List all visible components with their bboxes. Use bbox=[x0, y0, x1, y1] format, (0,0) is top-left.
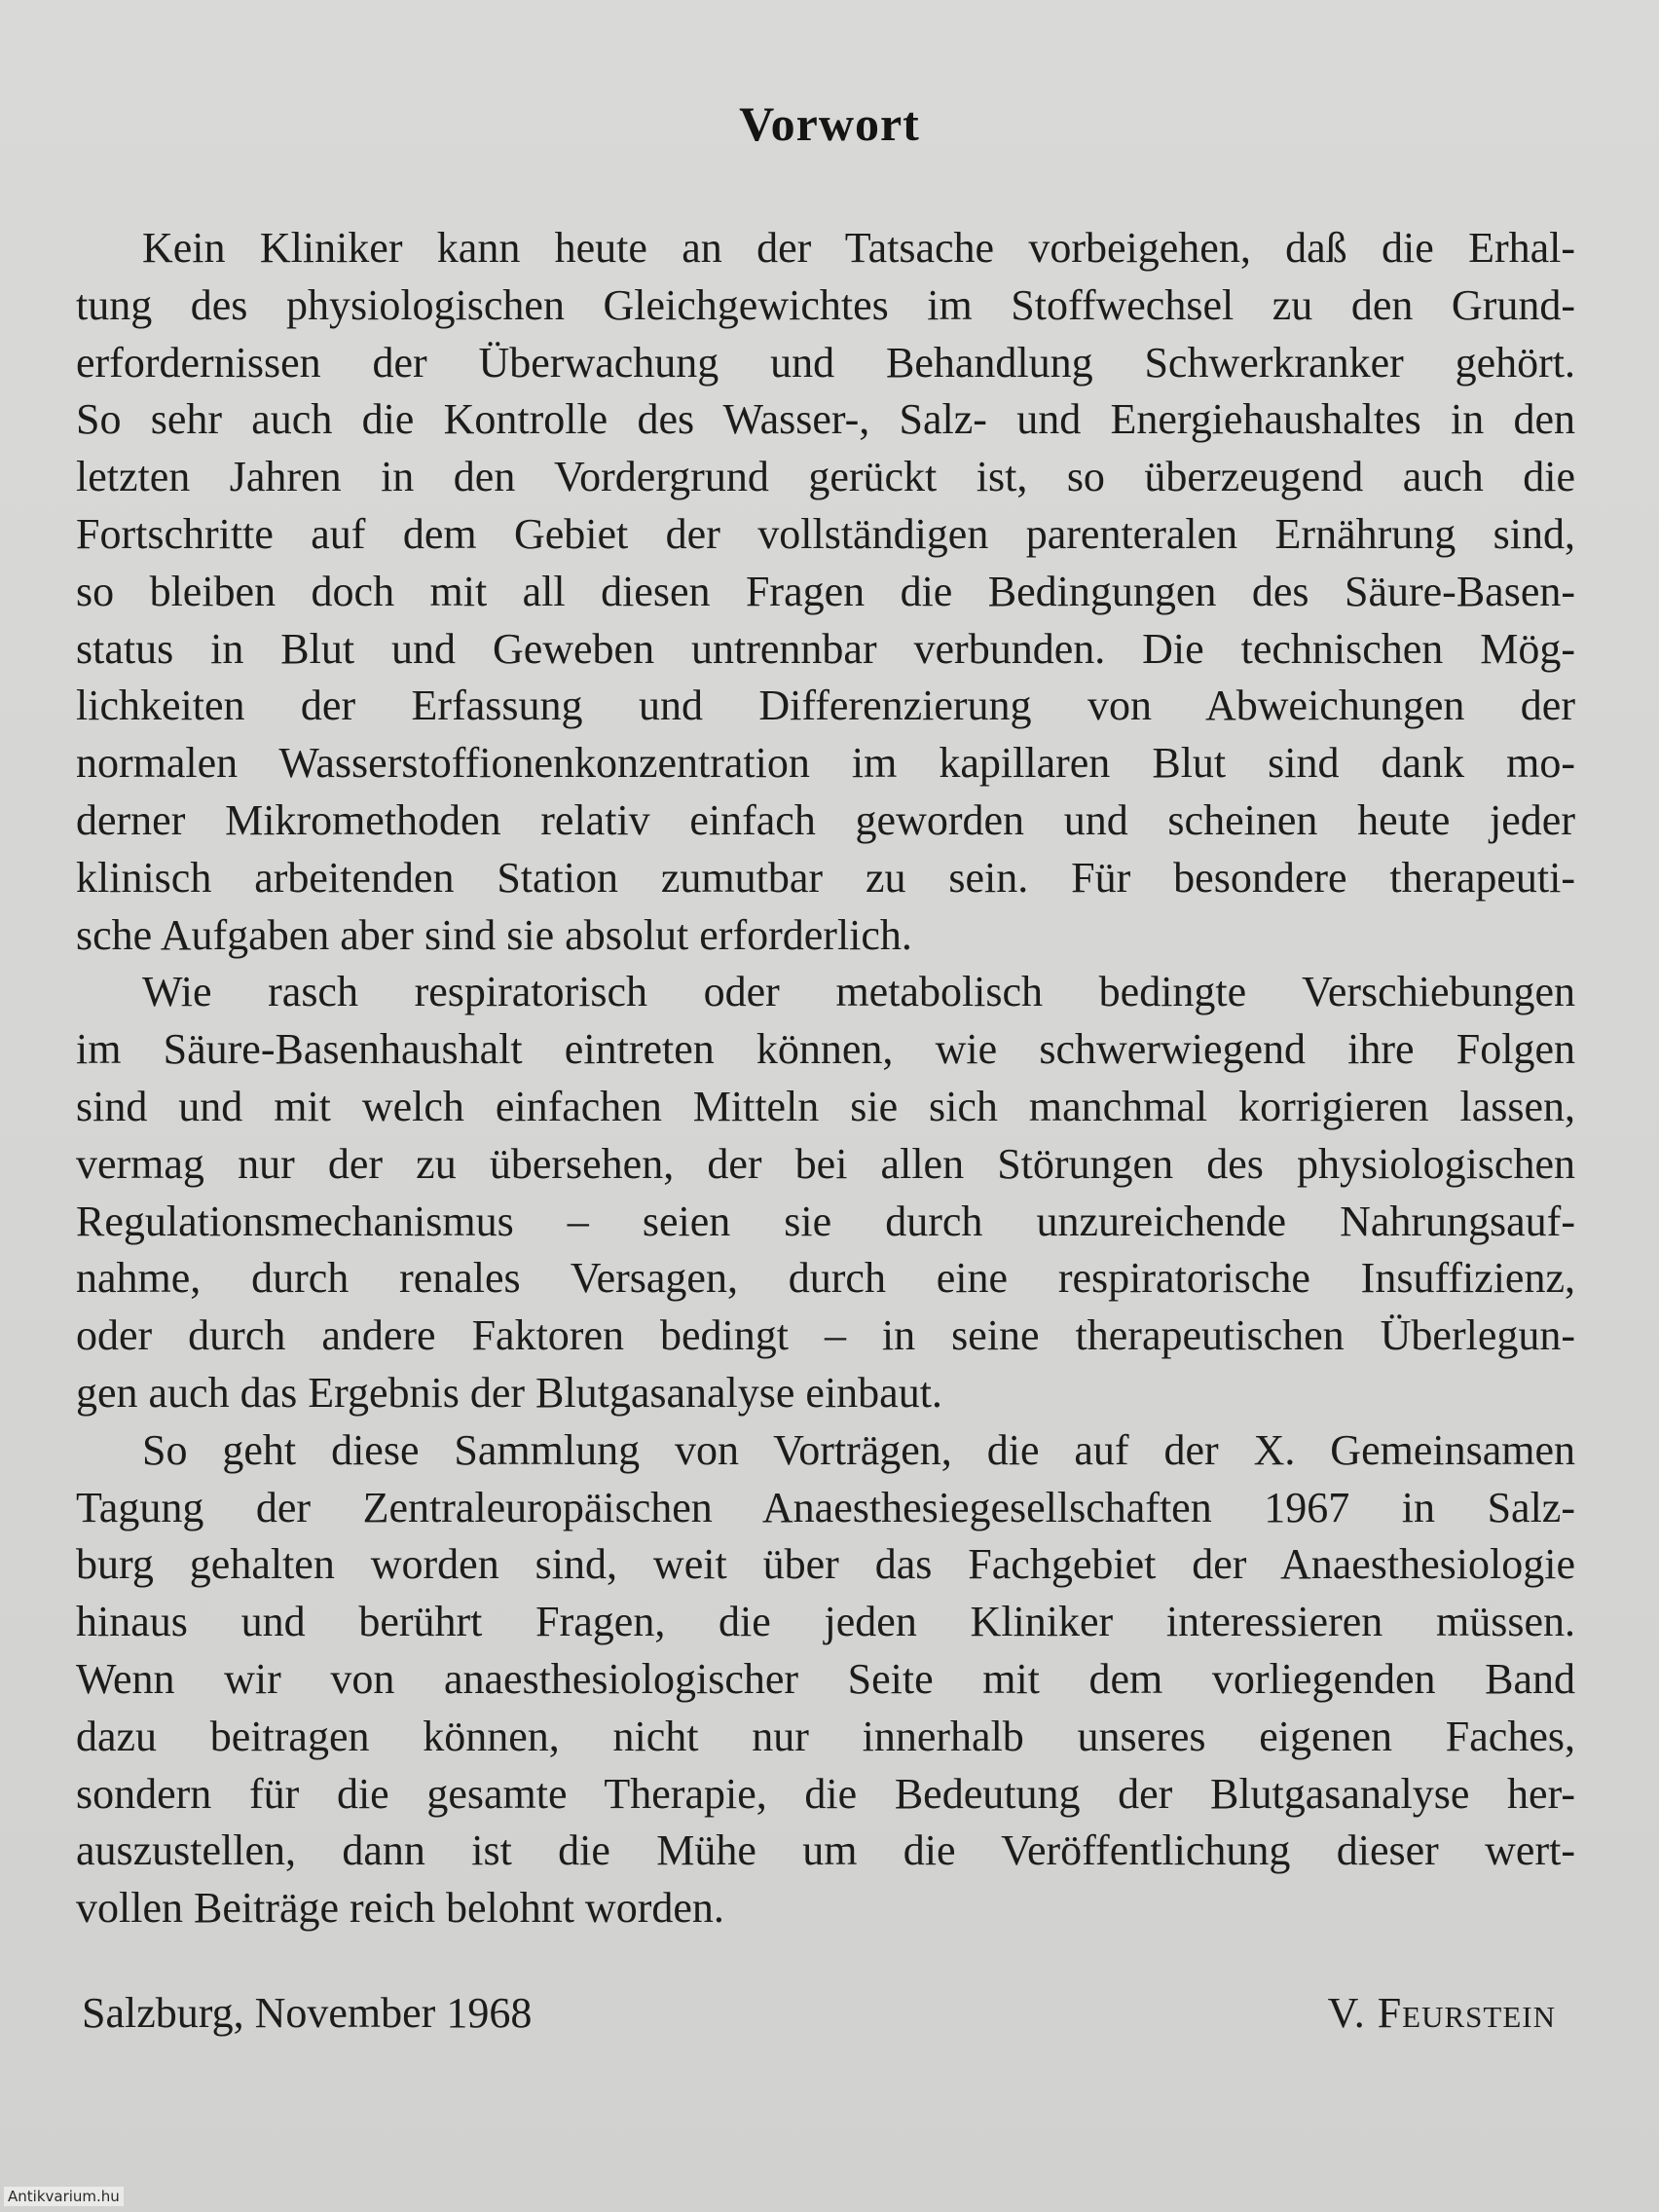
text-line: burg gehalten worden sind, weit über das Fachgebiet der Anaesthesiologie bbox=[76, 1540, 1575, 1589]
signature-block bbox=[76, 1988, 1556, 2050]
text-line: So geht diese Sammlung von Vorträgen, die auf der X. Gemeinsamen bbox=[142, 1425, 1575, 1474]
text-line: So sehr auch die Kontrolle des Wasser-, Salz- und Energiehaushaltes in den bbox=[76, 395, 1575, 444]
paragraph-3 bbox=[76, 1422, 1575, 1937]
text-line: Kein Kliniker kann heute an der Tatsache vorbeigehen, daß die Erhal- bbox=[142, 224, 1575, 272]
paragraph-2 bbox=[76, 964, 1575, 1421]
text-line: Fortschritte auf dem Gebiet der vollständigen parenteralen Ernährung sind, bbox=[76, 509, 1575, 558]
text-line: hinaus und berührt Fragen, die jeden Kliniker interessieren müssen. bbox=[76, 1598, 1575, 1646]
text-line: klinisch arbeitenden Station zumutbar zu sein. Für besondere therapeuti- bbox=[76, 853, 1575, 902]
text-line: lichkeiten der Erfassung und Differenzierung von Abweichungen der bbox=[76, 682, 1575, 730]
text-line: gen auch das Ergebnis der Blutgasanalyse einbaut. bbox=[76, 1368, 942, 1417]
text-line: Wie rasch respiratorisch oder metabolisch bedingte Verschiebungen bbox=[142, 968, 1575, 1016]
text-line: so bleiben doch mit all diesen Fragen die Bedingungen des Säure-Basen- bbox=[76, 567, 1575, 615]
text-line: erfordernissen der Überwachung und Behandlung Schwerkranker gehört. bbox=[76, 338, 1575, 387]
text-line: nahme, durch renales Versagen, durch eine respiratorische Insuffizienz, bbox=[76, 1254, 1575, 1303]
text-line: sondern für die gesamte Therapie, die Bedeutung der Blutgasanalyse her- bbox=[76, 1769, 1575, 1818]
text-line: vollen Beiträge reich belohnt worden. bbox=[76, 1884, 724, 1933]
text-line: vermag nur der zu übersehen, der bei allen Störungen des physiologischen bbox=[76, 1139, 1575, 1188]
text-line: im Säure-Basenhaushalt eintreten können, wie schwerwiegend ihre Folgen bbox=[76, 1025, 1575, 1074]
text-line: normalen Wasserstoffionenkonzentration im kapillaren Blut sind dank mo- bbox=[76, 739, 1575, 788]
text-line: auszustellen, dann ist die Mühe um die Veröffentlichung dieser wert- bbox=[76, 1826, 1575, 1875]
foreword-body bbox=[76, 220, 1575, 1937]
text-line: letzten Jahren in den Vordergrund gerückt ist, so überzeugend auch die bbox=[76, 453, 1575, 501]
watermark-logo: Antikvarium.hu bbox=[4, 2187, 124, 2206]
text-line: Tagung der Zentraleuropäischen Anaesthesiegesellschaften 1967 in Salz- bbox=[76, 1483, 1575, 1531]
author-name: V. Feurstein bbox=[1327, 1989, 1556, 2037]
text-line: tung des physiologischen Gleichgewichtes im Stoffwechsel zu den Grund- bbox=[76, 280, 1575, 329]
text-line: derner Mikromethoden relativ einfach geworden und scheinen heute jeder bbox=[76, 795, 1575, 844]
page-title: Vorwort bbox=[739, 96, 920, 151]
text-line: Regulationsmechanismus – seien sie durch unzureichende Nahrungsauf- bbox=[76, 1197, 1575, 1245]
text-line: status in Blut und Geweben untrennbar verbunden. Die technischen Mög- bbox=[76, 624, 1575, 673]
place-date: Salzburg, November 1968 bbox=[82, 1989, 533, 2037]
text-line: sche Aufgaben aber sind sie absolut erforderlich. bbox=[76, 910, 912, 959]
paragraph-1 bbox=[76, 220, 1575, 964]
text-line: oder durch andere Faktoren bedingt – in seine therapeutischen Überlegun- bbox=[76, 1311, 1575, 1360]
text-line: Wenn wir von anaesthesiologischer Seite mit dem vorliegenden Band bbox=[76, 1654, 1575, 1703]
text-line: sind und mit welch einfachen Mitteln sie sich manchmal korrigieren lassen, bbox=[76, 1082, 1575, 1130]
text-line: dazu beitragen können, nicht nur innerhalb unseres eigenen Faches, bbox=[76, 1712, 1575, 1760]
